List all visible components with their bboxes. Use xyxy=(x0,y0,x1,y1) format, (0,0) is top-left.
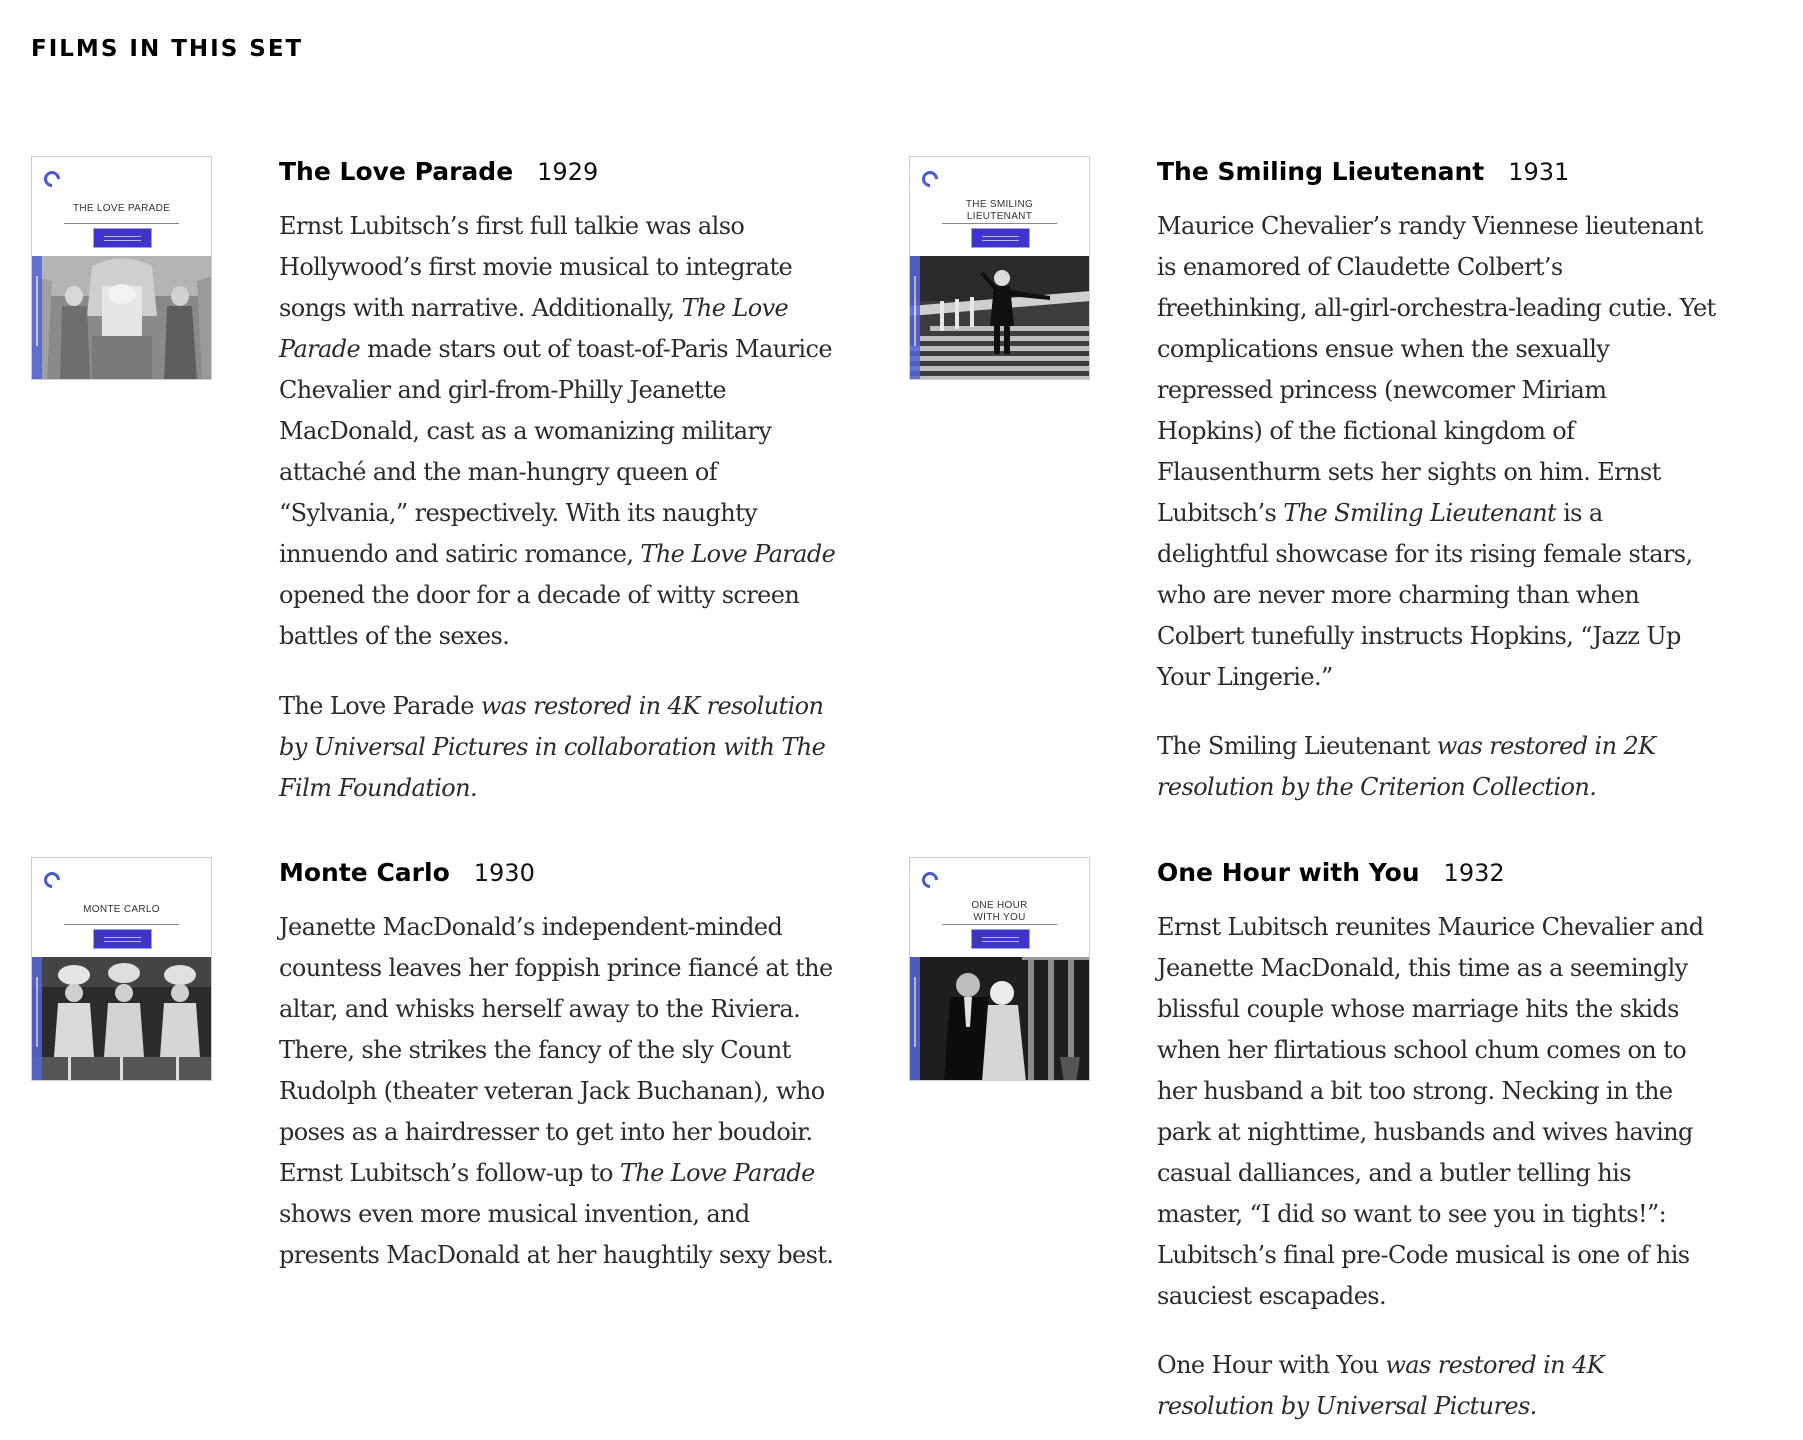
criterion-badge-icon xyxy=(93,228,152,248)
section-heading: FILMS IN THIS SET xyxy=(31,36,304,62)
criterion-badge-icon xyxy=(971,929,1030,949)
cover-title: MONTE CARLO xyxy=(83,904,160,915)
film-title[interactable]: Monte Carlo xyxy=(279,858,450,887)
film-still-image xyxy=(32,256,211,380)
film-description: Ernst Lubitsch’s first full talkie was also Hollywood’s first movie musical to integrate songs with narrative. Additionally, The Love Parade made stars out of toast-of-Paris Maurice Chevalier and girl-from-Philly Jeanette MacDonald, cast as a womanizing military attaché and the man-hungry queen of “Sylvania,” respectively. With its naughty innuendo and satiric romance, The Love Parade opened the door for a decade of witty screen battles of the sexes. xyxy=(279,212,836,650)
film-still-image xyxy=(910,256,1089,380)
film-title[interactable]: The Smiling Lieutenant xyxy=(1157,157,1485,186)
restoration-note: The Love Parade was restored in 4K resolution by Universal Pictures in collaboration with The Film Foundation. xyxy=(279,692,826,802)
film-description: Maurice Chevalier’s randy Viennese lieutenant is enamored of Claudette Colbert’s freethinking, all-girl-orchestra-leading cutie. Yet complications ensue when the sexually repressed princess (newcomer Miriam Hopkins) of the fictional kingdom of Flausenthurm sets her sights on him. Ernst Lubitsch’s The Smiling Lieutenant is a delightful showcase for its rising female stars, who are never more charming than when Colbert tunefully instructs Hopkins, “Jazz Up Your Lingerie.” xyxy=(1157,212,1716,691)
criterion-badge-icon xyxy=(93,929,152,949)
film-card-smiling-lieutenant xyxy=(909,156,1759,816)
film-title[interactable]: The Love Parade xyxy=(279,157,514,186)
cover-title: THE SMILING LIEUTENANT xyxy=(965,199,1034,222)
film-cover-smiling-lieutenant[interactable] xyxy=(909,156,1090,380)
film-title[interactable]: One Hour with You xyxy=(1157,858,1420,887)
film-heading xyxy=(1157,858,1505,892)
film-heading xyxy=(1157,157,1569,191)
film-card-monte-carlo xyxy=(31,857,861,1297)
film-still-image xyxy=(32,957,211,1081)
cover-title: THE LOVE PARADE xyxy=(72,203,171,214)
restoration-note: One Hour with You was restored in 4K resolution by Universal Pictures. xyxy=(1157,1351,1605,1420)
criterion-badge-icon xyxy=(971,228,1030,248)
film-description: Jeanette MacDonald’s independent-minded countess leaves her foppish prince fiancé at the altar, and whisks herself away to the Riviera. There, she strikes the fancy of the sly Count Rudolph (theater veteran Jack Buchanan), who poses as a hairdresser to get into her boudoir. Ernst Lubitsch’s follow-up to The Love Parade shows even more musical invention, and presents MacDonald at her haughtily sexy best. xyxy=(279,913,834,1269)
film-heading xyxy=(279,858,535,892)
film-year: 1932 xyxy=(1443,859,1505,887)
film-year: 1931 xyxy=(1508,158,1570,186)
film-still-image xyxy=(910,957,1089,1081)
film-cover-love-parade[interactable] xyxy=(31,156,212,380)
film-heading xyxy=(279,157,598,191)
film-card-one-hour-with-you xyxy=(909,857,1759,1437)
restoration-note: The Smiling Lieutenant was restored in 2K resolution by the Criterion Collection. xyxy=(1157,732,1656,801)
film-year: 1929 xyxy=(537,158,599,186)
film-description: Ernst Lubitsch reunites Maurice Chevalier and Jeanette MacDonald, this time as a seemingly blissful couple whose marriage hits the skids when her flirtatious school chum comes on to her husband a bit too strong. Necking in the park at nighttime, husbands and wives having casual dalliances, and a butler telling his master, “I did so want to see you in tights!”: Lubitsch’s final pre-Code musical is one of his sauciest escapades. xyxy=(1157,913,1704,1310)
film-cover-one-hour-with-you[interactable] xyxy=(909,857,1090,1081)
cover-title: ONE HOUR WITH YOU xyxy=(971,900,1028,923)
film-cover-monte-carlo[interactable] xyxy=(31,857,212,1081)
film-card-love-parade xyxy=(31,156,861,816)
film-year: 1930 xyxy=(473,859,535,887)
